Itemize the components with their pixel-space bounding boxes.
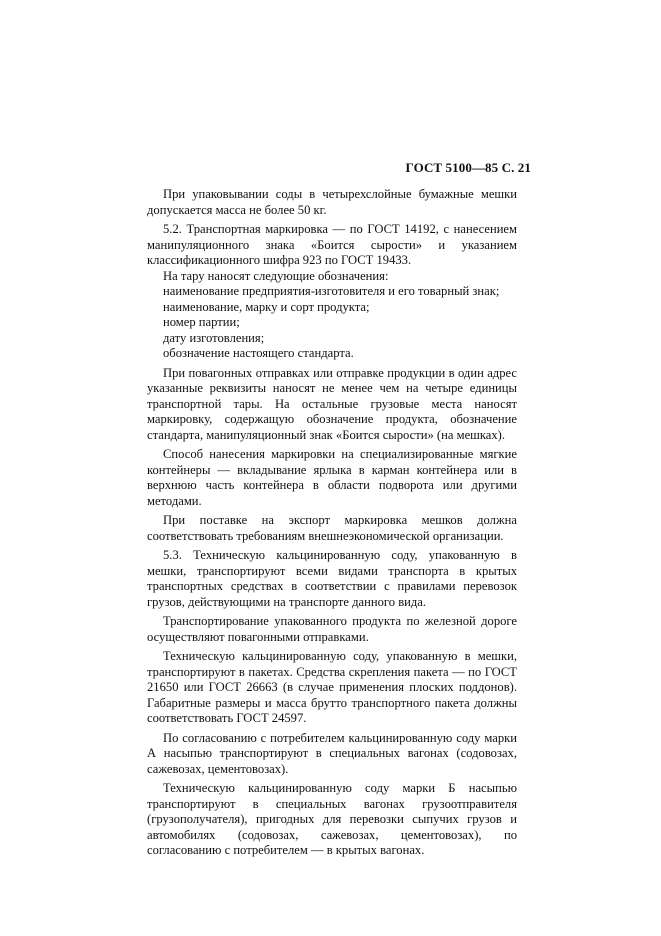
list-item-manufacture-date: дату изготовления; (163, 330, 265, 345)
paragraph-packing-mass: При упаковывании соды в четырехслойные бумажные мешки допускается масса не более 50 кг. (147, 187, 517, 217)
paragraph-5-3-transport: 5.3. Техническую кальцинированную соду, упакованную в мешки, транспортируют всеми видами транспорта в крытых транспортных средствах в соответствии с правилами перевозок грузов, действующими на транспорте данного вида. (147, 548, 517, 609)
paragraph-grade-a-bulk: По согласованию с потребителем кальцинированную соду марки А насыпью транспортируют в специальных вагонах (содовозах, сажевозах, цементовозах). (147, 730, 517, 776)
paragraph-5-2-marking: 5.2. Транспортная маркировка — по ГОСТ 14192, с нанесением манипуляционного знака «Боится сырости» и указанием классификационного шифра 923 по ГОСТ 19433. (147, 222, 517, 267)
page-header: ГОСТ 5100—85 С. 21 (405, 160, 531, 175)
paragraph-designations-intro: На тару наносят следующие обозначения: (163, 268, 389, 283)
paragraph-railway-transport: Транспортирование упакованного продукта по железной дороге осуществляют повагонными отправками. (147, 614, 517, 644)
list-item-standard-designation: обозначение настоящего стандарта. (163, 346, 354, 360)
document-body (147, 187, 517, 859)
list-item-manufacturer: наименование предприятия-изготовителя и его товарный знак; (163, 284, 500, 298)
paragraph-packages: Техническую кальцинированную соду, упакованную в мешки, транспортируют в пакетах. Средства скрепления пакета — по ГОСТ 21650 или ГОСТ 26663 (в случае применения плоских поддонов). Габаритные размеры и масса брутто транспортного пакета должны соответствовать ГОСТ 24597. (147, 649, 517, 725)
paragraph-container-marking: Способ нанесения маркировки на специализированные мягкие контейнеры — вкладывание ярлыка в карман контейнера или в верхнюю часть контейнера в области подворота или другими методами. (147, 447, 517, 508)
list-item-product-name: наименование, марку и сорт продукта; (163, 299, 370, 314)
list-item-batch-number: номер партии; (163, 315, 240, 329)
paragraph-wagon-shipments: При повагонных отправках или отправке продукции в один адрес указанные реквизиты наносят не менее чем на четыре единицы транспортной тары. На остальные грузовые места наносят маркировку, содержащую обозначение продукта, обозначение стандарта, манипуляционный знак «Боится сырости» (на мешках). (147, 365, 517, 442)
paragraph-grade-b-bulk: Техническую кальцинированную соду марки Б насыпью транспортируют в специальных вагонах грузоотправителя (грузополучателя), пригодных для перевозки сыпучих грузов и автомобилях (содовозах, сажевозах, цементовозах), по согласованию с потребителем — в крытых вагонах. (147, 781, 517, 857)
paragraph-export-marking: При поставке на экспорт маркировка мешков должна соответствовать требованиям внешнеэкономической организации. (147, 513, 517, 543)
